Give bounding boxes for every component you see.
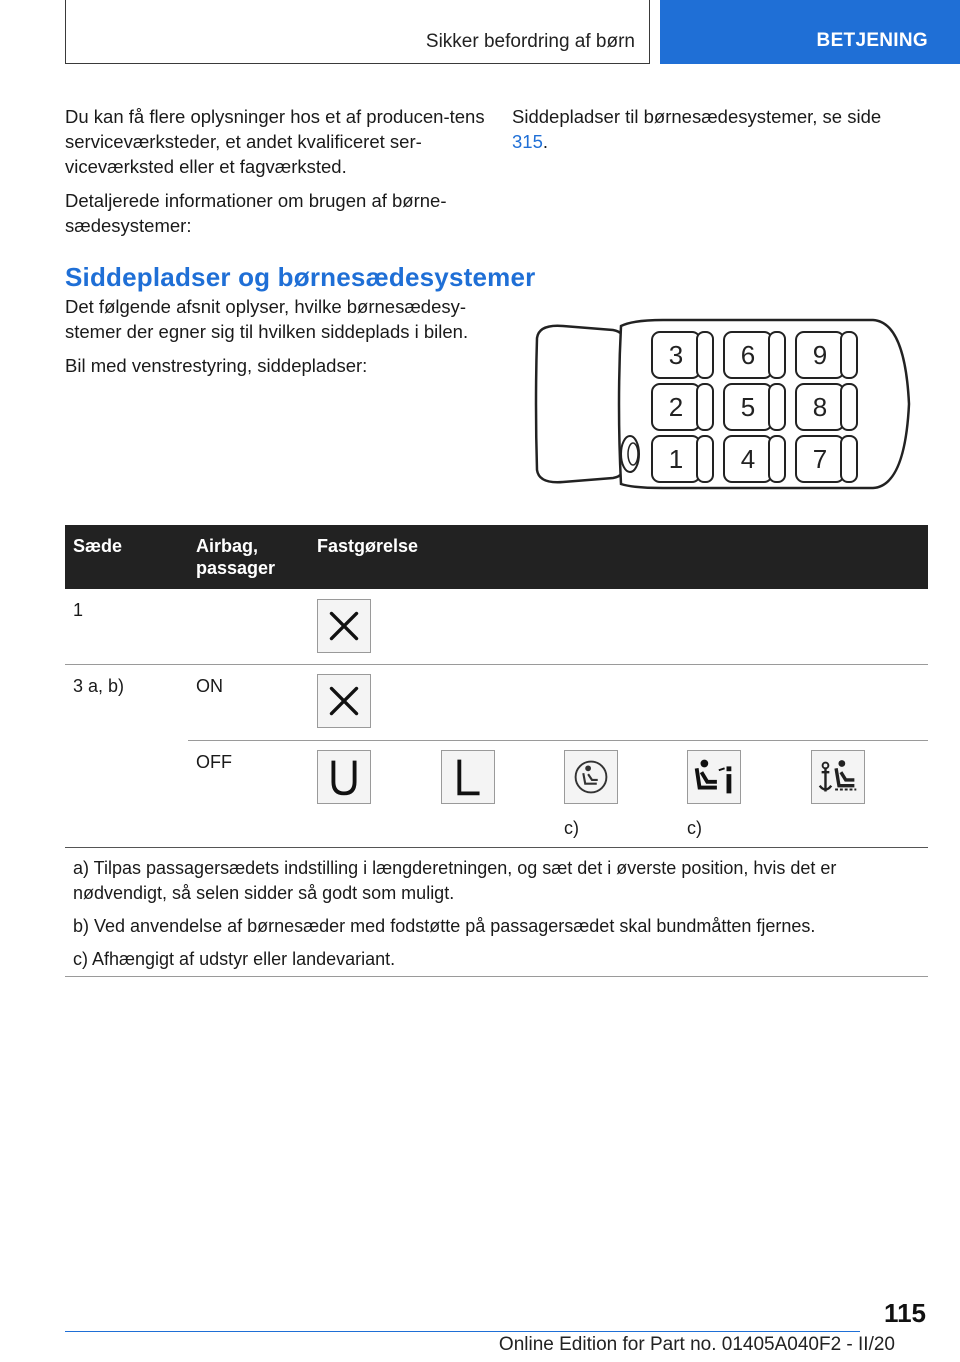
isofix-i-size-icon (687, 750, 741, 804)
semi-universal-L-icon (441, 750, 495, 804)
section-intro (65, 294, 495, 387)
table-divider (65, 847, 928, 848)
chapter-tab[interactable] (660, 0, 960, 64)
table-header (65, 525, 928, 589)
seat-cell: 1 (73, 600, 84, 620)
cross-reference-period: . (542, 131, 549, 152)
intro-right-column (512, 104, 912, 163)
seat-number: 3 (668, 340, 684, 370)
row-divider (65, 664, 928, 665)
header-section-box (65, 0, 650, 64)
cross-reference-text: Siddepladser til børnesædesystemer, se side (512, 106, 882, 127)
column-header-seat: Sæde (73, 536, 123, 556)
symbol-footnote: c) (564, 818, 579, 838)
column-header-fastening: Fastgørelse (317, 536, 419, 556)
edition-note: Online Edition for Part no. 01405A040F2 - II/20 (498, 1334, 895, 1355)
section-title: Sikker befordring af børn (425, 31, 635, 52)
seat-layout-diagram (533, 316, 913, 492)
seat-cell: 3 a, b) (73, 676, 125, 696)
footnote-a: a) Tilpas passagersædets indstilling i længderetningen, og sæt det i øverste position, hvis det er nødvendigt, så selen sidder så godt som muligt. (73, 858, 837, 903)
cross-icon (317, 674, 371, 728)
footer-rule (65, 1331, 860, 1332)
footnote-c: c) Afhængigt af udstyr eller landevariant. (73, 949, 396, 969)
footnote-b: b) Ved anvendelse af børnesæder med fodstøtte på passagersædet skal bundmåtten fjernes. (73, 916, 816, 936)
intro-paragraph: Du kan få flere oplysninger hos et af producen-tens serviceværksteder, et andet kvalificeret ser-viceværksted eller et fagværksted. (65, 106, 485, 177)
steering-wheel-icon (621, 436, 639, 472)
symbol-footnote: c) (687, 818, 702, 838)
cross-reference (512, 104, 912, 154)
seat-number: 4 (740, 444, 756, 474)
cross-icon (317, 599, 371, 653)
intro-left-column (65, 104, 485, 247)
airbag-cell: ON (196, 676, 223, 696)
section-paragraph: Det følgende afsnit oplyser, hvilke børnesædesy-stemer der egner sig til hvilken siddeplads i bilen. (65, 296, 469, 342)
table-bottom-rule (65, 976, 928, 977)
section-paragraph: Bil med venstrestyring, siddepladser: (65, 355, 368, 376)
page-link[interactable]: 315 (512, 131, 543, 152)
airbag-cell: OFF (196, 752, 232, 772)
seat-number: 5 (740, 392, 756, 422)
seat-number: 1 (668, 444, 684, 474)
section-heading: Siddepladser og børnesædesystemer (65, 262, 536, 292)
seat-number: 7 (812, 444, 828, 474)
seat-number: 2 (668, 392, 684, 422)
universal-U-icon (317, 750, 371, 804)
isofix-anchor-icon (811, 750, 865, 804)
column-header-airbag: Airbag, passager (196, 536, 276, 578)
seat-number: 9 (812, 340, 828, 370)
chapter-tab-label: BETJENING (816, 30, 928, 51)
seat-number: 6 (740, 340, 756, 370)
row-divider (188, 740, 928, 741)
intro-paragraph: Detaljerede informationer om brugen af børne-sædesystemer: (65, 190, 447, 236)
table-notes (73, 856, 903, 972)
child-seat-detection-icon (564, 750, 618, 804)
seat-number: 8 (812, 392, 828, 422)
page-number: 115 (884, 1298, 926, 1328)
